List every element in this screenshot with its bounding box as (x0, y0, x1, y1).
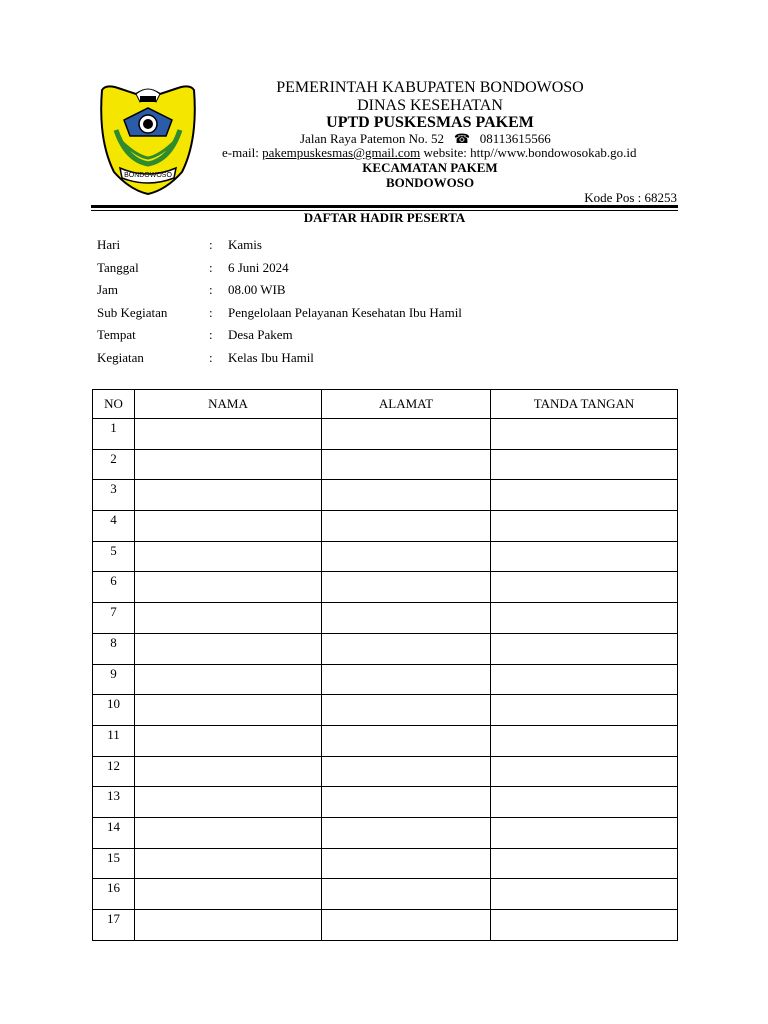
info-value: Pengelolaan Pelayanan Kesehatan Ibu Hamil (228, 304, 462, 320)
info-colon: : (209, 237, 213, 252)
table-row (93, 848, 678, 879)
info-label: Hari (97, 237, 121, 252)
alamat-cell[interactable] (322, 756, 491, 787)
info-value: 6 Juni 2024 (228, 259, 289, 275)
nama-cell[interactable] (135, 879, 322, 910)
info-label: Tempat (97, 327, 136, 342)
nama-cell[interactable] (135, 480, 322, 511)
row-number: 4 (93, 511, 135, 542)
row-number: 1 (93, 419, 135, 450)
info-label: Tanggal (97, 259, 139, 275)
postal-code: Kode Pos : 68253 (584, 190, 677, 205)
row-number: 11 (93, 725, 135, 756)
email-label: e-mail: (222, 145, 259, 160)
col-no: NO (93, 390, 135, 419)
website-link[interactable]: http//www.bondowosokab.go.id (470, 145, 637, 160)
alamat-cell[interactable] (322, 695, 491, 726)
table-row (93, 511, 678, 542)
table-row (93, 879, 678, 910)
row-number: 14 (93, 817, 135, 848)
tanda-tangan-cell[interactable] (491, 480, 678, 511)
row-number: 8 (93, 633, 135, 664)
tanda-tangan-cell[interactable] (491, 664, 678, 695)
street-address: Jalan Raya Patemon No. 52 (300, 131, 445, 146)
info-label: Kegiatan (97, 349, 144, 365)
tanda-tangan-cell[interactable] (491, 541, 678, 572)
col-nama: NAMA (135, 390, 322, 419)
contact-line (222, 146, 636, 159)
table-row (93, 572, 678, 603)
row-number: 9 (93, 664, 135, 695)
govt-name: PEMERINTAH KABUPATEN BONDOWOSO (276, 79, 584, 96)
info-value: Desa Pakem (228, 327, 293, 342)
alamat-cell[interactable] (322, 449, 491, 480)
info-label: Jam (97, 282, 118, 297)
tanda-tangan-cell[interactable] (491, 511, 678, 542)
info-value: Kamis (228, 237, 262, 252)
nama-cell[interactable] (135, 541, 322, 572)
document-title: DAFTAR HADIR PESERTA (303, 210, 466, 225)
info-colon: : (209, 282, 213, 297)
nama-cell[interactable] (135, 603, 322, 634)
row-number: 2 (93, 449, 135, 480)
row-number: 15 (93, 848, 135, 879)
regency-crest-icon (96, 80, 200, 196)
nama-cell[interactable] (135, 756, 322, 787)
header-divider-thick (91, 205, 678, 208)
nama-cell[interactable] (135, 419, 322, 450)
table-row (93, 480, 678, 511)
tanda-tangan-cell[interactable] (491, 419, 678, 450)
row-number: 6 (93, 572, 135, 603)
info-colon: : (209, 304, 213, 320)
alamat-cell[interactable] (322, 480, 491, 511)
alamat-cell[interactable] (322, 603, 491, 634)
nama-cell[interactable] (135, 633, 322, 664)
alamat-cell[interactable] (322, 664, 491, 695)
row-number: 12 (93, 756, 135, 787)
tanda-tangan-cell[interactable] (491, 603, 678, 634)
tanda-tangan-cell[interactable] (491, 817, 678, 848)
row-number: 17 (93, 910, 135, 941)
table-row (93, 725, 678, 756)
crest-label: BONDOWOSO (124, 172, 172, 179)
row-number: 5 (93, 541, 135, 572)
tanda-tangan-cell[interactable] (491, 449, 678, 480)
attendance-table (92, 389, 678, 941)
row-number: 10 (93, 695, 135, 726)
alamat-cell[interactable] (322, 787, 491, 818)
alamat-cell[interactable] (322, 910, 491, 941)
alamat-cell[interactable] (322, 419, 491, 450)
table-row (93, 695, 678, 726)
address-line (300, 132, 551, 145)
info-value: 08.00 WIB (228, 282, 286, 297)
alamat-cell[interactable] (322, 572, 491, 603)
info-colon: : (209, 327, 213, 342)
tanda-tangan-cell[interactable] (491, 787, 678, 818)
info-label: Sub Kegiatan (97, 304, 168, 320)
row-number: 13 (93, 787, 135, 818)
tanda-tangan-cell[interactable] (491, 879, 678, 910)
phone-number: 08113615566 (479, 131, 551, 146)
col-tanda-tangan: TANDA TANGAN (491, 390, 678, 419)
table-row (93, 603, 678, 634)
nama-cell[interactable] (135, 848, 322, 879)
tanda-tangan-cell[interactable] (491, 910, 678, 941)
email-link[interactable]: pakempuskesmas@gmail.com (262, 145, 421, 160)
table-header-row (93, 390, 678, 419)
phone-icon: ☎ (453, 131, 471, 146)
alamat-cell[interactable] (322, 879, 491, 910)
tanda-tangan-cell[interactable] (491, 633, 678, 664)
city-name: BONDOWOSO (385, 175, 475, 190)
department-name: DINAS KESEHATAN (357, 97, 503, 114)
website-label: website: (423, 145, 467, 160)
alamat-cell[interactable] (322, 511, 491, 542)
nama-cell[interactable] (135, 910, 322, 941)
alamat-cell[interactable] (322, 848, 491, 879)
info-colon: : (209, 349, 213, 365)
tanda-tangan-cell[interactable] (491, 756, 678, 787)
table-row (93, 910, 678, 941)
tanda-tangan-cell[interactable] (491, 848, 678, 879)
info-colon: : (209, 259, 213, 275)
table-row (93, 817, 678, 848)
nama-cell[interactable] (135, 664, 322, 695)
nama-cell[interactable] (135, 449, 322, 480)
table-row (93, 787, 678, 818)
nama-cell[interactable] (135, 817, 322, 848)
nama-cell[interactable] (135, 725, 322, 756)
alamat-cell[interactable] (322, 633, 491, 664)
table-row (93, 664, 678, 695)
nama-cell[interactable] (135, 787, 322, 818)
table-row (93, 756, 678, 787)
nama-cell[interactable] (135, 695, 322, 726)
alamat-cell[interactable] (322, 817, 491, 848)
row-number: 16 (93, 879, 135, 910)
col-alamat: ALAMAT (322, 390, 491, 419)
nama-cell[interactable] (135, 572, 322, 603)
table-row (93, 541, 678, 572)
tanda-tangan-cell[interactable] (491, 725, 678, 756)
row-number: 3 (93, 480, 135, 511)
district-name: KECAMATAN PAKEM (362, 160, 498, 175)
table-row (93, 633, 678, 664)
alamat-cell[interactable] (322, 541, 491, 572)
tanda-tangan-cell[interactable] (491, 695, 678, 726)
table-row (93, 449, 678, 480)
unit-name: UPTD PUSKESMAS PAKEM (326, 114, 534, 131)
nama-cell[interactable] (135, 511, 322, 542)
alamat-cell[interactable] (322, 725, 491, 756)
table-row (93, 419, 678, 450)
info-value: Kelas Ibu Hamil (228, 349, 314, 365)
row-number: 7 (93, 603, 135, 634)
tanda-tangan-cell[interactable] (491, 572, 678, 603)
